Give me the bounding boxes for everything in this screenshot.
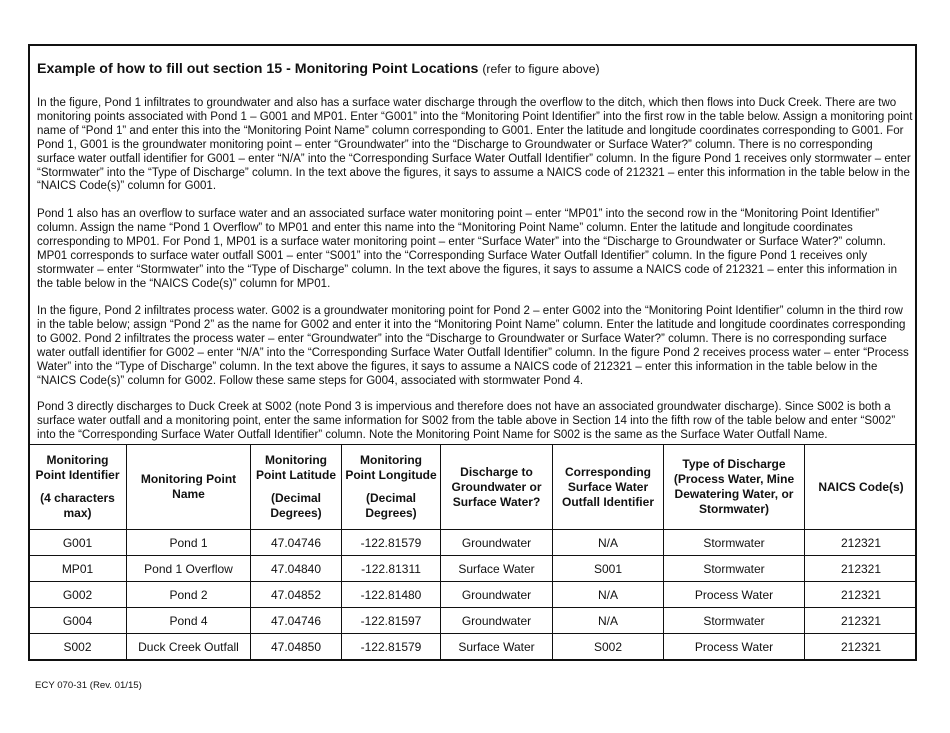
cell-identifier: G001 [29,530,127,556]
cell-type: Process Water [664,582,805,608]
table-row [29,634,918,660]
cell-outfall: S001 [553,556,664,582]
cell-discharge: Groundwater [441,582,553,608]
section-reference: (refer to figure above) [482,62,600,76]
cell-type: Stormwater [664,556,805,582]
cell-naics: 212321 [805,608,918,634]
cell-name: Pond 4 [127,608,251,634]
instructions-frame [28,44,917,661]
cell-latitude: 47.04746 [251,530,342,556]
header-naics-codes: NAICS Code(s) [805,445,918,530]
paragraph-pond1-groundwater: In the figure, Pond 1 infiltrates to groundwater and also has a surface water discharge through the overflow to the ditch, which then flows into Duck Creek. There are two monitoring points associated with Pond 1 – G001 and MP01. Enter “G001” into the “Monitoring Point Identifier” into the first row in the table below. Assign a monitoring point name of “Pond 1” and enter this into the “Monitoring Point Name” column corresponding to G001. Enter the latitude and longitude coordinates corresponding to G001. For Pond 1, G001 is the groundwater monitoring point – enter “Groundwater” into the “Discharge to Groundwater or Surface Water?” column. There is no corresponding surface water outfall identifier for G001 – enter “N/A” into the “Corresponding Surface Water Outfall Identifier” column. In the figure Pond 1 receives only stormwater – enter “Stormwater” into the “Type of Discharge” column. In the text above the figures, it says to assume a NAICS code of 212321 – enter this information in the table below in the “NAICS Code(s)” column for G001. [37,97,913,193]
cell-longitude: -122.81597 [342,608,441,634]
cell-naics: 212321 [805,634,918,660]
section-title-text: Example of how to fill out section 15 - Monitoring Point Locations [37,61,479,77]
cell-longitude: -122.81311 [342,556,441,582]
cell-identifier: G004 [29,608,127,634]
cell-latitude: 47.04852 [251,582,342,608]
cell-discharge: Groundwater [441,608,553,634]
table-row [29,582,918,608]
table-row [29,530,918,556]
header-corresponding-outfall: Corresponding Surface Water Outfall Identifier [553,445,664,530]
cell-type: Process Water [664,634,805,660]
header-lat-main: Monitoring Point Latitude [256,453,336,482]
cell-identifier: G002 [29,582,127,608]
cell-naics: 212321 [805,556,918,582]
cell-longitude: -122.81480 [342,582,441,608]
header-lat-sub: (Decimal Degrees) [270,491,322,520]
table-row [29,556,918,582]
cell-discharge: Surface Water [441,556,553,582]
form-identifier: ECY 070-31 (Rev. 01/15) [35,680,142,691]
cell-type: Stormwater [664,530,805,556]
paragraph-pond3: Pond 3 directly discharges to Duck Creek at S002 (note Pond 3 is impervious and therefore does not have an associated groundwater discharge). Since S002 is both a surface water outfall and a monitoring point, enter the same information for S002 from the table above in Section 14 into the fifth row of the table below and enter “S002” into the “Corresponding Surface Water Outfall Identifier” column. Note the Monitoring Point Name for S002 is the same as the Surface Water Outfall Name. [37,401,896,441]
cell-identifier: S002 [29,634,127,660]
cell-discharge: Surface Water [441,634,553,660]
cell-longitude: -122.81579 [342,634,441,660]
cell-latitude: 47.04840 [251,556,342,582]
table-header-row [29,445,918,530]
header-type-of-discharge: Type of Discharge (Process Water, Mine Dewatering Water, or Stormwater) [664,445,805,530]
cell-naics: 212321 [805,530,918,556]
cell-naics: 212321 [805,582,918,608]
header-longitude [342,445,441,530]
header-discharge-to: Discharge to Groundwater or Surface Water? [441,445,553,530]
monitoring-points-table [28,444,917,660]
cell-name: Duck Creek Outfall [127,634,251,660]
cell-outfall: N/A [553,608,664,634]
cell-identifier: MP01 [29,556,127,582]
cell-outfall: N/A [553,530,664,556]
cell-discharge: Groundwater [441,530,553,556]
cell-longitude: -122.81579 [342,530,441,556]
header-monitoring-point-identifier [29,445,127,530]
table-row [29,608,918,634]
header-monitoring-point-name: Monitoring Point Name [127,445,251,530]
cell-type: Stormwater [664,608,805,634]
cell-outfall: N/A [553,582,664,608]
cell-name: Pond 1 Overflow [127,556,251,582]
cell-name: Pond 1 [127,530,251,556]
cell-latitude: 47.04850 [251,634,342,660]
paragraph-pond1-overflow: Pond 1 also has an overflow to surface water and an associated surface water monitoring point – enter “MP01” into the second row in the “Monitoring Point Identifier” column. Assign the name “Pond 1 Overflow” to MP01 and enter this name into the “Monitoring Point Name” column. Enter the latitude and longitude coordinates corresponding to MP01. For Pond 1, MP01 is a surface water monitoring point – enter “Surface Water” into the “Discharge to Groundwater or Surface Water?” column. MP01 corresponds to surface water outfall S001 – enter “S001” into the “Corresponding Surface Water Outfall Identifier” column. In the figure Pond 1 receives only stormwater – enter “Stormwater” into the “Type of Discharge” column. In the text above the figures, it says to assume a NAICS code of 212321 – enter this information in the table below in the “NAICS Code(s)” column for MP01. [37,208,898,290]
cell-latitude: 47.04746 [251,608,342,634]
cell-name: Pond 2 [127,582,251,608]
header-latitude [251,445,342,530]
header-id-main: Monitoring Point Identifier [35,453,120,482]
header-id-sub: (4 characters max) [40,491,115,520]
section-title [37,61,600,77]
paragraph-pond2: In the figure, Pond 2 infiltrates process water. G002 is a groundwater monitoring point for Pond 2 – enter G002 into the “Monitoring Point Identifier” column in the third row in the table below; assign “Pond 2” as the name for G002 and enter it into the “Monitoring Point Name” column. Enter the latitude and longitude coordinates corresponding to G002. Pond 2 infiltrates the process water – enter “Groundwater” into the “Discharge to Groundwater or Surface Water?” column. There is no corresponding surface water outfall identifier for G002 – enter “N/A” into the “Corresponding Surface Water Outfall Identifier” column. In the figure Pond 2 receives process water – enter “Process Water” into the “Type of Discharge” column. In the text above the figures, it says to assume a NAICS code of 212321 – enter this information in the table below in the “NAICS Code(s)” column for G002. Follow these same steps for G004, associated with stormwater Pond 4. [37,305,909,387]
header-lon-sub: (Decimal Degrees) [365,491,417,520]
header-lon-main: Monitoring Point Longitude [345,453,437,482]
cell-outfall: S002 [553,634,664,660]
